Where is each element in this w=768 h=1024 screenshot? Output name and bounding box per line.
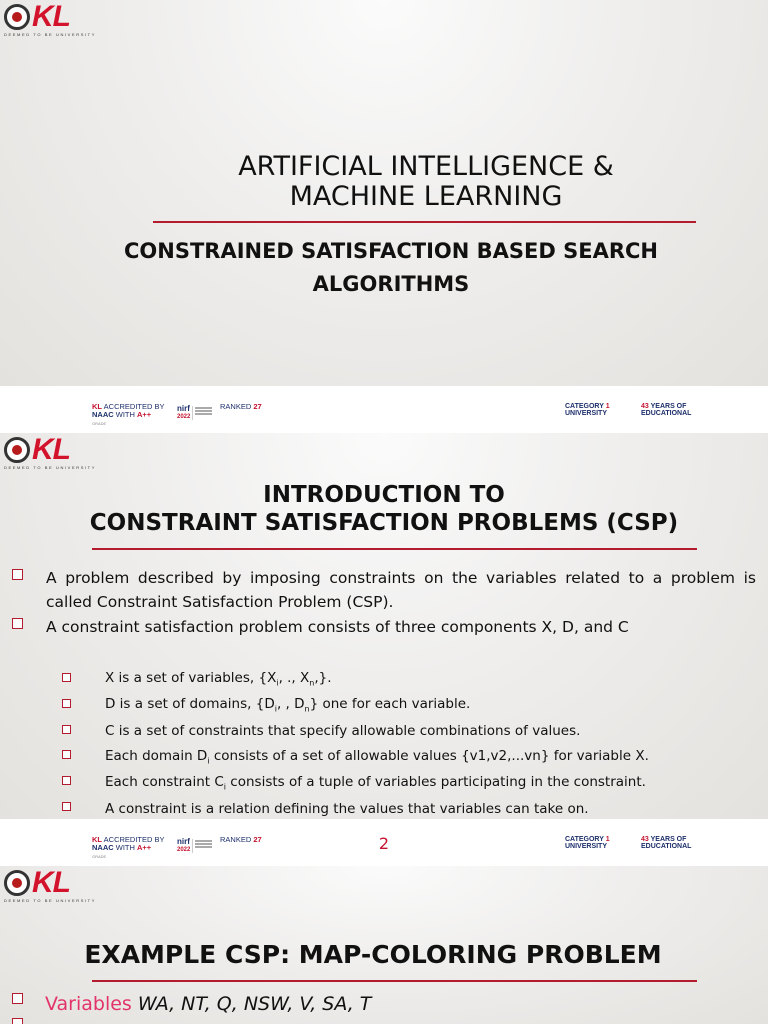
slide-2 xyxy=(0,433,768,819)
title-divider xyxy=(92,980,697,982)
slide-2-title xyxy=(0,481,768,537)
bullet-text: A problem described by imposing constraints on the variables related to a problem is called Constraint Satisfaction Problem (CSP). xyxy=(46,569,756,611)
title-line-2: MACHINE LEARNING xyxy=(289,181,563,212)
naac-badge: KL ACCREDITED BY NAAC WITH A++ GRADE xyxy=(92,402,165,426)
logo-subtitle: DEEMED TO BE UNIVERSITY xyxy=(4,898,96,903)
logo-text: KL xyxy=(32,433,70,466)
university-seal-icon xyxy=(4,4,30,30)
slide-1-subtitle xyxy=(0,235,768,301)
naac-badge: KL ACCREDITED BY NAAC WITH A++ GRADE xyxy=(92,835,165,859)
bullet-box-icon xyxy=(12,569,23,580)
nirf-rank-badge: RANKED 27 xyxy=(220,402,262,411)
sub-bullet-domain-values: Each domain $D_i$ consists of a set of allowable values {v1,v2,...vn} for variable X. xyxy=(105,748,649,766)
logo-text: KL xyxy=(32,866,70,899)
sub-bullet-domains: D is a set of domains, {$D_i$, , $D_n$} one for each variable. xyxy=(105,696,471,714)
variables-bullet xyxy=(45,992,371,1016)
nirf-logo-icon: nirf 2022 xyxy=(177,837,191,853)
sub-bullet-constraints: C is a set of constraints that specify allowable combinations of values. xyxy=(105,723,581,739)
bullet-box-icon xyxy=(12,1018,23,1024)
title-divider xyxy=(153,221,696,223)
kl-university-logo xyxy=(4,433,96,470)
nirf-text-lines xyxy=(192,406,214,420)
title-line-1: INTRODUCTION TO xyxy=(263,482,505,508)
sub-bullet-constraint-tuple: Each constraint $C_i$ consists of a tuple of variables participating in the constraint. xyxy=(105,774,646,792)
nirf-logo-icon: nirf 2022 xyxy=(177,404,191,420)
subtitle-line-2: ALGORITHMS xyxy=(312,272,470,296)
kl-university-logo xyxy=(4,866,96,903)
slide-3 xyxy=(0,866,768,1024)
kl-university-logo xyxy=(4,0,96,37)
sub-bullet-box-icon xyxy=(62,699,71,708)
sub-bullet-box-icon xyxy=(62,802,71,811)
title-divider xyxy=(92,548,697,550)
years-badge: 43 YEARS OF EDUCATIONAL xyxy=(641,836,692,850)
university-seal-icon xyxy=(4,870,30,896)
slide-2-footer xyxy=(0,819,768,866)
sub-bullet-box-icon xyxy=(62,673,71,682)
logo-subtitle: DEEMED TO BE UNIVERSITY xyxy=(4,32,96,37)
variables-values: WA, NT, Q, NSW, V, SA, T xyxy=(137,993,372,1015)
sub-bullet-box-icon xyxy=(62,776,71,785)
sub-bullet-box-icon xyxy=(62,750,71,759)
category-badge: CATEGORY 1 UNIVERSITY xyxy=(565,403,610,417)
bullet-box-icon xyxy=(12,618,23,629)
logo-text: KL xyxy=(32,0,70,33)
slide-1-title xyxy=(0,152,768,212)
page-number: 2 xyxy=(378,834,390,853)
slide-1 xyxy=(0,0,768,386)
bullet-text: A constraint satisfaction problem consists of three components X, D, and C xyxy=(46,618,629,636)
sub-bullet-box-icon xyxy=(62,725,71,734)
nirf-text-lines xyxy=(192,839,214,853)
years-badge: 43 YEARS OF EDUCATIONAL xyxy=(641,403,692,417)
subtitle-line-1: CONSTRAINED SATISFACTION BASED SEARCH xyxy=(123,239,659,263)
sub-bullet-variables: X is a set of variables, {$X_i$, ., $X_n$,}. xyxy=(105,670,332,688)
title-line-1: ARTIFICIAL INTELLIGENCE & xyxy=(238,151,614,182)
nirf-rank-badge: RANKED 27 xyxy=(220,835,262,844)
university-seal-icon xyxy=(4,437,30,463)
sub-bullet-relation: A constraint is a relation defining the values that variables can take on. xyxy=(105,801,589,817)
title-line-2: CONSTRAINT SATISFACTION PROBLEMS (CSP) xyxy=(89,510,679,536)
logo-subtitle: DEEMED TO BE UNIVERSITY xyxy=(4,465,96,470)
slide-1-footer xyxy=(0,386,768,433)
variables-label: Variables xyxy=(45,993,132,1015)
slide-3-title: EXAMPLE CSP: MAP-COLORING PROBLEM xyxy=(84,940,662,969)
category-badge: CATEGORY 1 UNIVERSITY xyxy=(565,836,610,850)
bullet-box-icon xyxy=(12,993,23,1004)
